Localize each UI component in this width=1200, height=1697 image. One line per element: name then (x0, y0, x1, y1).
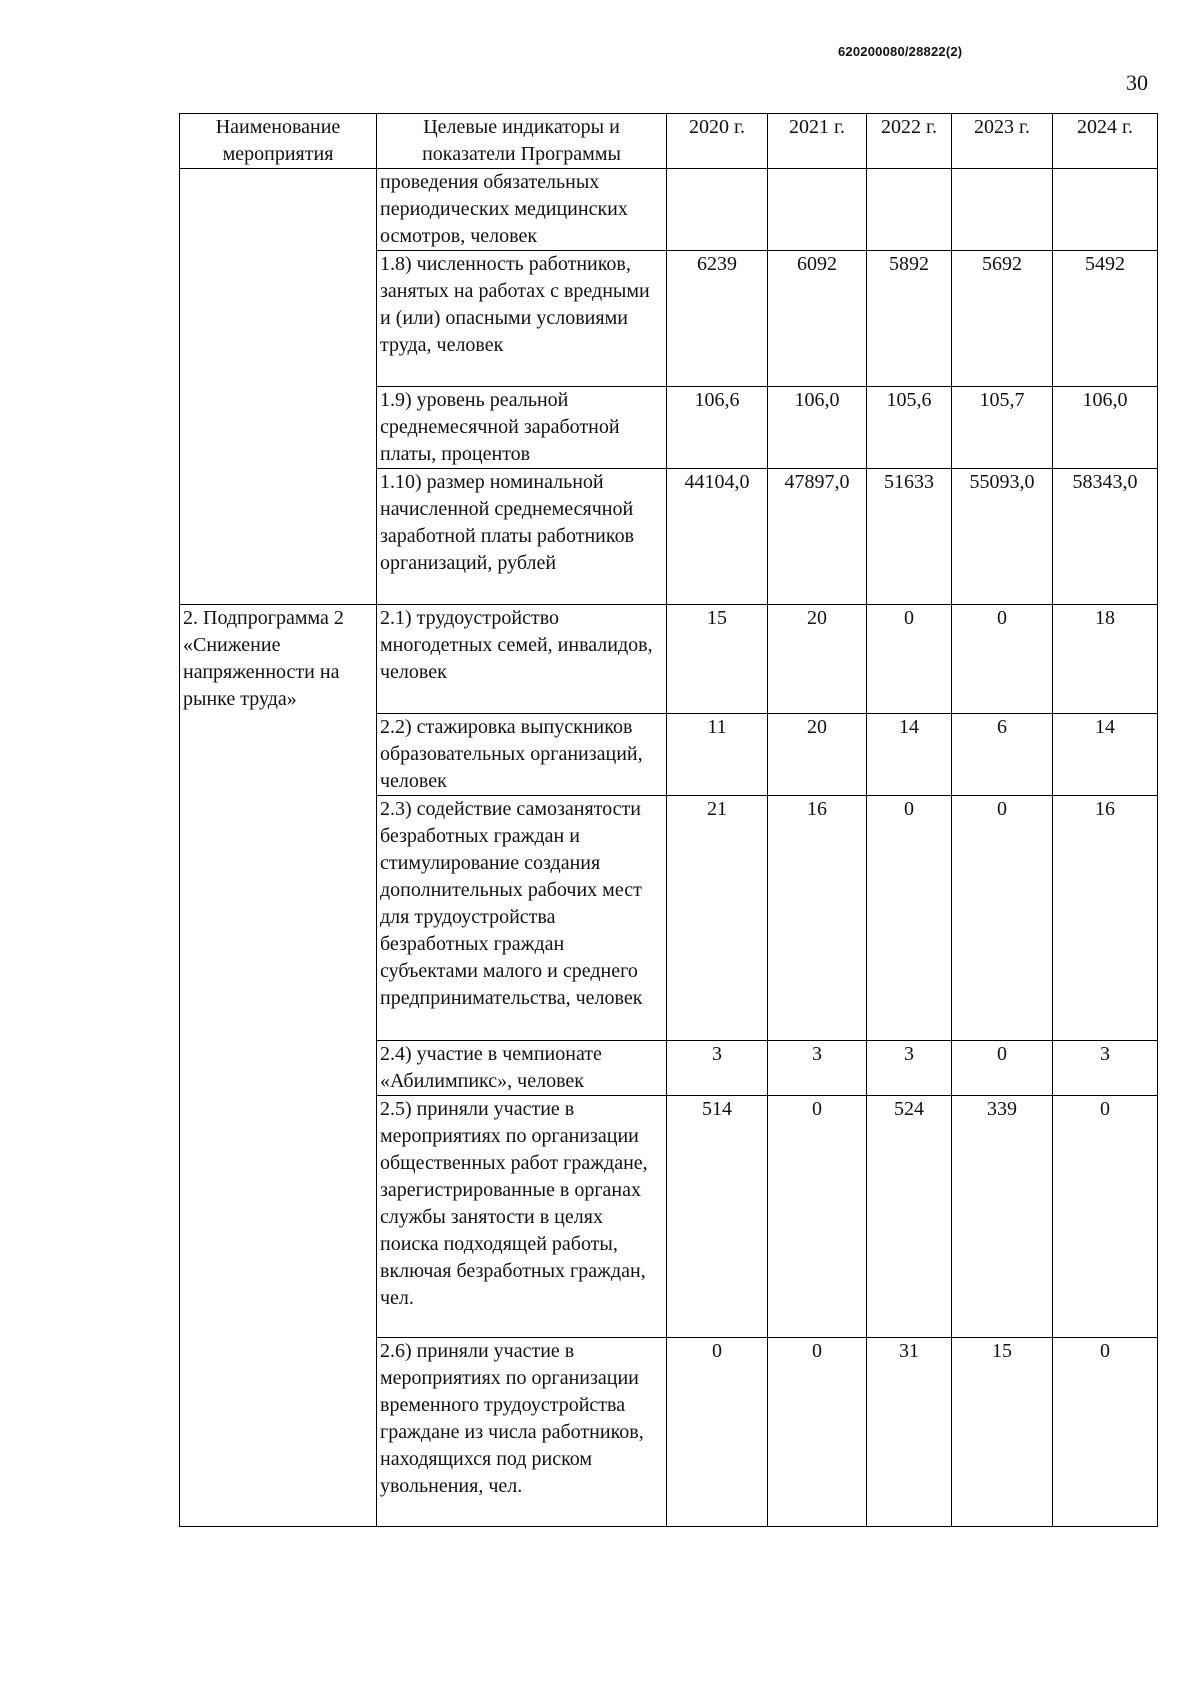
indicator-cell: 1.8) численность работников, занятых на работах с вредными и (или) опасными условиями труда, человек (377, 251, 667, 387)
value-2020: 0 (667, 1337, 768, 1526)
indicator-cell: 2.6) приняли участие в мероприятиях по организации временного трудоустройства граждане из числа работников, находящихся под риском увольнения, чел. (377, 1337, 667, 1526)
value-2024: 106,0 (1053, 387, 1158, 469)
table-header-row (180, 114, 1158, 169)
value-2021: 16 (768, 795, 867, 1040)
value-2024: 0 (1053, 1337, 1158, 1526)
value-2020 (667, 169, 768, 251)
value-2021: 3 (768, 1040, 867, 1095)
table-row (180, 1337, 1158, 1526)
value-2023: 0 (952, 1040, 1053, 1095)
header-year-2020: 2020 г. (667, 114, 768, 169)
value-2024 (1053, 169, 1158, 251)
value-2021: 6092 (768, 251, 867, 387)
event-name-cell (180, 387, 377, 469)
event-name-cell (180, 169, 377, 251)
value-2023: 15 (952, 1337, 1053, 1526)
value-2020: 11 (667, 713, 768, 795)
header-year-2024: 2024 г. (1053, 114, 1158, 169)
indicator-cell: 2.1) трудоустройство многодетных семей, инвалидов, человек (377, 605, 667, 714)
table-row (180, 1040, 1158, 1095)
value-2022: 3 (867, 1040, 952, 1095)
value-2022: 51633 (867, 469, 952, 605)
value-2022: 5892 (867, 251, 952, 387)
value-2021 (768, 169, 867, 251)
event-name-cell: 2. Подпрограмма 2 «Снижение напряженности на рынке труда» (180, 605, 377, 714)
header-year-2023: 2023 г. (952, 114, 1053, 169)
value-2020: 106,6 (667, 387, 768, 469)
value-2020: 44104,0 (667, 469, 768, 605)
value-2022: 0 (867, 605, 952, 714)
event-name-cell (180, 713, 377, 795)
value-2024: 14 (1053, 713, 1158, 795)
value-2023: 6 (952, 713, 1053, 795)
table-row (180, 795, 1158, 1040)
table-row (180, 469, 1158, 605)
value-2021: 0 (768, 1337, 867, 1526)
indicator-cell: 1.10) размер номинальной начисленной среднемесячной заработной платы работников организаций, рублей (377, 469, 667, 605)
value-2022 (867, 169, 952, 251)
value-2024: 16 (1053, 795, 1158, 1040)
table-row (180, 251, 1158, 387)
value-2024: 0 (1053, 1095, 1158, 1337)
value-2023: 0 (952, 605, 1053, 714)
value-2024: 5492 (1053, 251, 1158, 387)
value-2023: 339 (952, 1095, 1053, 1337)
indicator-cell: 2.3) содействие самозанятости безработных граждан и стимулирование создания дополнительных рабочих мест для трудоустройства безработных граждан субъектами малого и среднего предпринимательства, человек (377, 795, 667, 1040)
table-row (180, 605, 1158, 714)
value-2020: 21 (667, 795, 768, 1040)
indicator-cell: 1.9) уровень реальной среднемесячной заработной платы, процентов (377, 387, 667, 469)
value-2024: 3 (1053, 1040, 1158, 1095)
header-year-2022: 2022 г. (867, 114, 952, 169)
value-2022: 0 (867, 795, 952, 1040)
indicator-cell: 2.5) приняли участие в мероприятиях по организации общественных работ граждане, зарегистрированные в органах службы занятости в целях поиска подходящей работы, включая безработных граждан, чел. (377, 1095, 667, 1337)
table-row (180, 713, 1158, 795)
event-name-cell (180, 1040, 377, 1095)
value-2024: 18 (1053, 605, 1158, 714)
value-2021: 47897,0 (768, 469, 867, 605)
indicator-cell: 2.2) стажировка выпускников образовательных организаций, человек (377, 713, 667, 795)
value-2021: 20 (768, 605, 867, 714)
value-2023: 105,7 (952, 387, 1053, 469)
value-2021: 106,0 (768, 387, 867, 469)
value-2023: 5692 (952, 251, 1053, 387)
value-2020: 6239 (667, 251, 768, 387)
table-row (180, 1095, 1158, 1337)
value-2022: 105,6 (867, 387, 952, 469)
event-name-cell (180, 251, 377, 387)
value-2020: 514 (667, 1095, 768, 1337)
value-2021: 0 (768, 1095, 867, 1337)
header-indicators: Целевые индикаторы и показатели Программы (377, 114, 667, 169)
indicator-cell: проведения обязательных периодических медицинских осмотров, человек (377, 169, 667, 251)
value-2020: 15 (667, 605, 768, 714)
value-2022: 14 (867, 713, 952, 795)
value-2022: 524 (867, 1095, 952, 1337)
event-name-cell (180, 1095, 377, 1337)
table-row (180, 387, 1158, 469)
indicators-table (179, 113, 1158, 1527)
header-year-2021: 2021 г. (768, 114, 867, 169)
value-2023: 0 (952, 795, 1053, 1040)
event-name-cell (180, 795, 377, 1040)
value-2020: 3 (667, 1040, 768, 1095)
value-2024: 58343,0 (1053, 469, 1158, 605)
header-event-name: Наименование мероприятия (180, 114, 377, 169)
document-code: 620200080/28822(2) (838, 44, 963, 59)
value-2021: 20 (768, 713, 867, 795)
event-name-cell (180, 469, 377, 605)
event-name-cell (180, 1337, 377, 1526)
value-2023 (952, 169, 1053, 251)
indicator-cell: 2.4) участие в чемпионате «Абилимпикс», человек (377, 1040, 667, 1095)
page-number: 30 (1126, 70, 1148, 95)
value-2022: 31 (867, 1337, 952, 1526)
table-row (180, 169, 1158, 251)
value-2023: 55093,0 (952, 469, 1053, 605)
